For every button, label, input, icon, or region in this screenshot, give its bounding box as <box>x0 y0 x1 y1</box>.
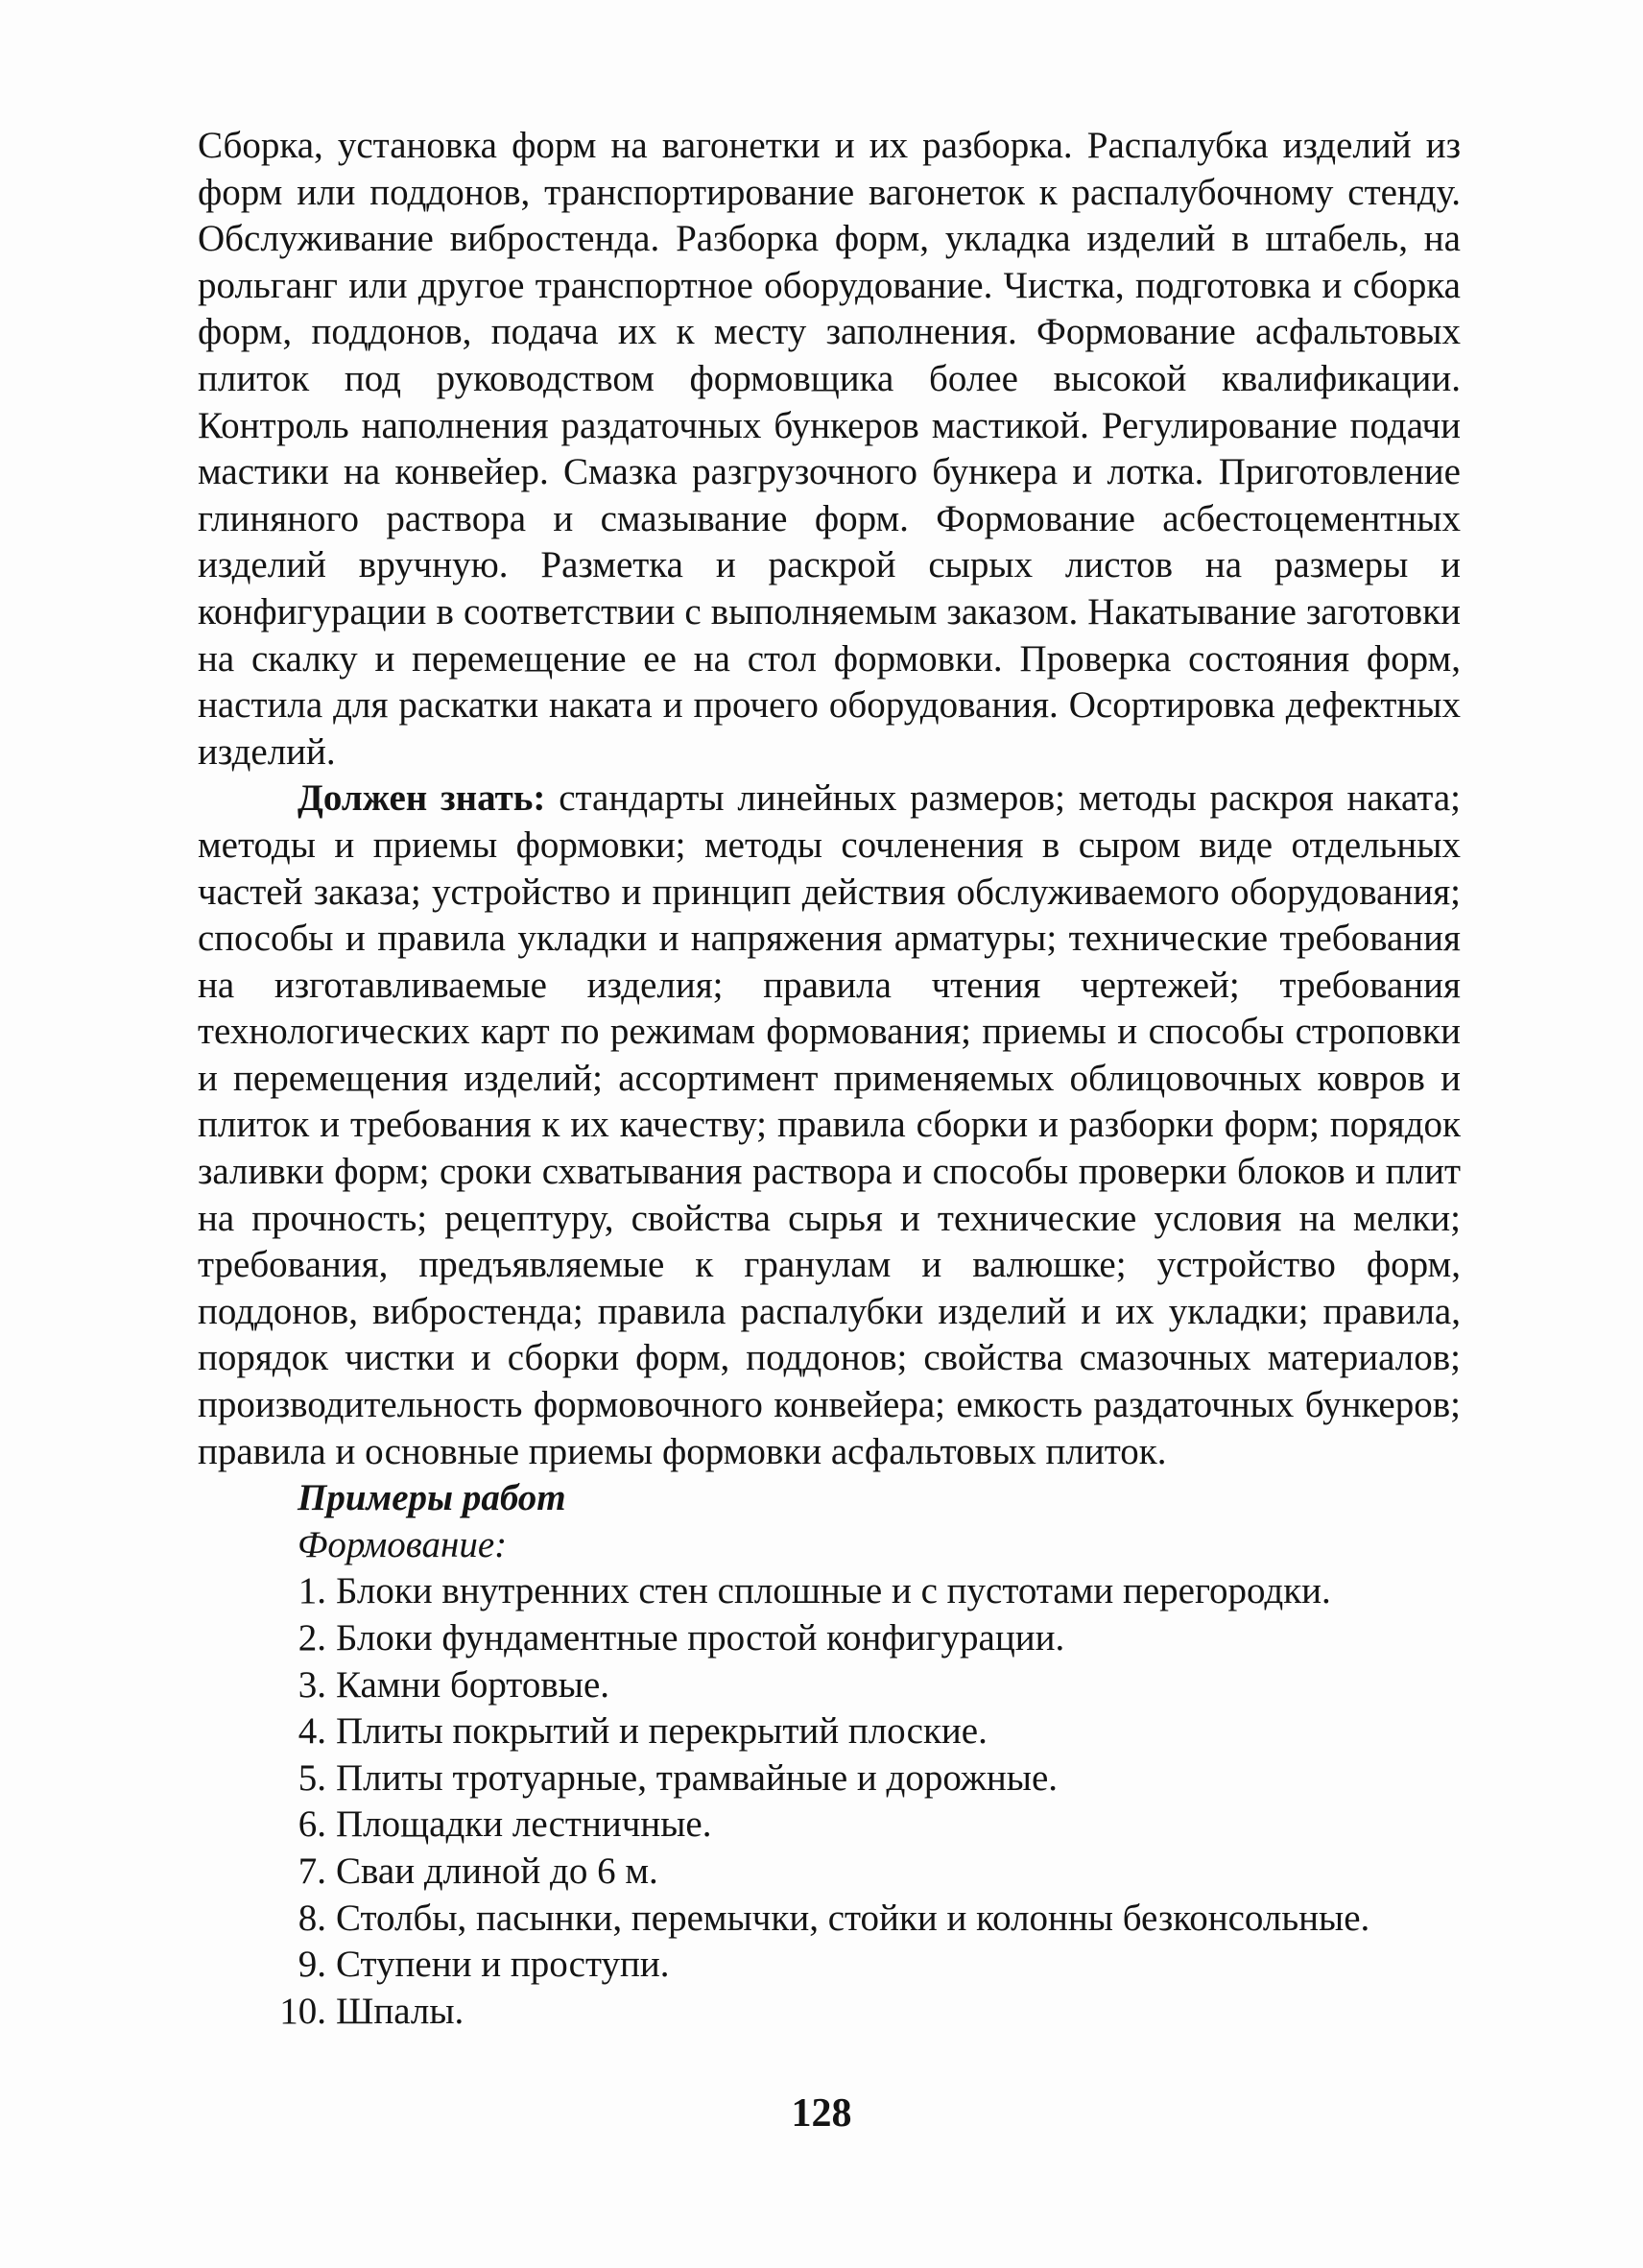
list-item <box>198 1662 1461 1709</box>
list-item-text: Блоки фундаментные простой конфигурации. <box>336 1617 1065 1659</box>
examples-heading: Примеры работ <box>298 1477 566 1519</box>
list-item <box>198 1615 1461 1662</box>
list-item <box>198 1708 1461 1755</box>
list-item-number: 1. <box>298 1570 326 1612</box>
list-item-text: Камни бортовые. <box>336 1663 610 1706</box>
list-item-text: Шпалы. <box>336 1990 464 2032</box>
list-item-text: Столбы, пасынки, перемычки, стойки и колонны безконсольные. <box>336 1897 1370 1939</box>
list-item-text: Площадки лестничные. <box>336 1803 712 1846</box>
list-item-text: Плиты покрытий и перекрытий плоские. <box>336 1710 988 1753</box>
list-item <box>198 1849 1461 1896</box>
list-item <box>198 1755 1461 1802</box>
examples-list <box>198 1568 1461 2035</box>
knowledge-text: стандарты линейных размеров; методы раскроя наката; методы и приемы формовки; методы сочленения в сыром виде отдельных частей заказа; устройство и принцип действия обслуживаемого оборудования; способы и правила укладки и напряжения арматуры; технические требования на изготавливаемые изделия; правила чтения чертежей; требования технологических карт по режимам формования; приемы и способы строповки и перемещения изделий; ассортимент применяемых облицовочных ковров и плиток и требования к их качеству; правила сборки и разборки форм; порядок заливки форм; сроки схватывания раствора и способы проверки блоков и плит на прочность; рецептуру, свойства сырья и технические условия на мелки; требования, предъявляемые к гранулам и валюшке; устройство форм, поддонов, вибростенда; правила распалубки изделий и их укладки; правила, порядок чистки и сборки форм, поддонов; свойства смазочных материалов; производительность формовочного конвейера; емкость раздаточных бункеров; правила и основные приемы формовки асфальтовых плиток. <box>198 777 1461 1472</box>
knowledge-label: Должен знать: <box>298 777 546 820</box>
list-item-text: Сваи длиной до 6 м. <box>336 1850 658 1892</box>
list-item <box>198 1802 1461 1849</box>
list-item-text: Плиты тротуарные, трамвайные и дорожные. <box>336 1756 1059 1799</box>
list-item-number: 6. <box>298 1803 326 1846</box>
duties-paragraph: Сборка, установка форм на вагонетки и их разборка. Распалубка изделий из форм или поддонов, транспортирование вагонеток к распалубочному стенду. Обслуживание вибростенда. Разборка форм, укладка изделий в штабель, на рольганг или другое транспортное оборудование. Чистка, подготовка и сборка форм, поддонов, подача их к месту заполнения. Формование асфальтовых плиток под руководством формовщика более высокой квалификации. Контроль наполнения раздаточных бункеров мастикой. Регулирование подачи мастики на конвейер. Смазка разгрузочного бункера и лотка. Приготовление глиняного раствора и смазывание форм. Формование асбестоцементных изделий вручную. Разметка и раскрой сырых листов на размеры и конфигурации в соответствии с выполняемым заказом. Накатывание заготовки на скалку и перемещение ее на стол формовки. Проверка состояния форм, настила для раскатки наката и прочего оборудования. Осортировка дефектных изделий. <box>198 125 1461 773</box>
list-item-text: Ступени и проступи. <box>336 1944 670 1986</box>
list-item-number: 9. <box>298 1944 326 1986</box>
list-item-number: 3. <box>298 1663 326 1706</box>
list-item <box>198 1989 1461 2036</box>
page-body <box>198 123 1461 2035</box>
list-item <box>198 1942 1461 1989</box>
list-item-number: 10. <box>279 1990 326 2032</box>
page-number: 128 <box>791 2091 852 2136</box>
list-item-number: 5. <box>298 1756 326 1799</box>
list-item <box>198 1568 1461 1615</box>
list-item-text: Блоки внутренних стен сплошные и с пустотами перегородки. <box>336 1570 1331 1612</box>
list-item-number: 8. <box>298 1897 326 1939</box>
list-item-number: 4. <box>298 1710 326 1753</box>
list-item-number: 2. <box>298 1617 326 1659</box>
list-item <box>198 1896 1461 1943</box>
knowledge-paragraph <box>198 776 1461 1475</box>
list-item-number: 7. <box>298 1850 326 1892</box>
examples-subheading: Формование: <box>298 1523 508 1565</box>
